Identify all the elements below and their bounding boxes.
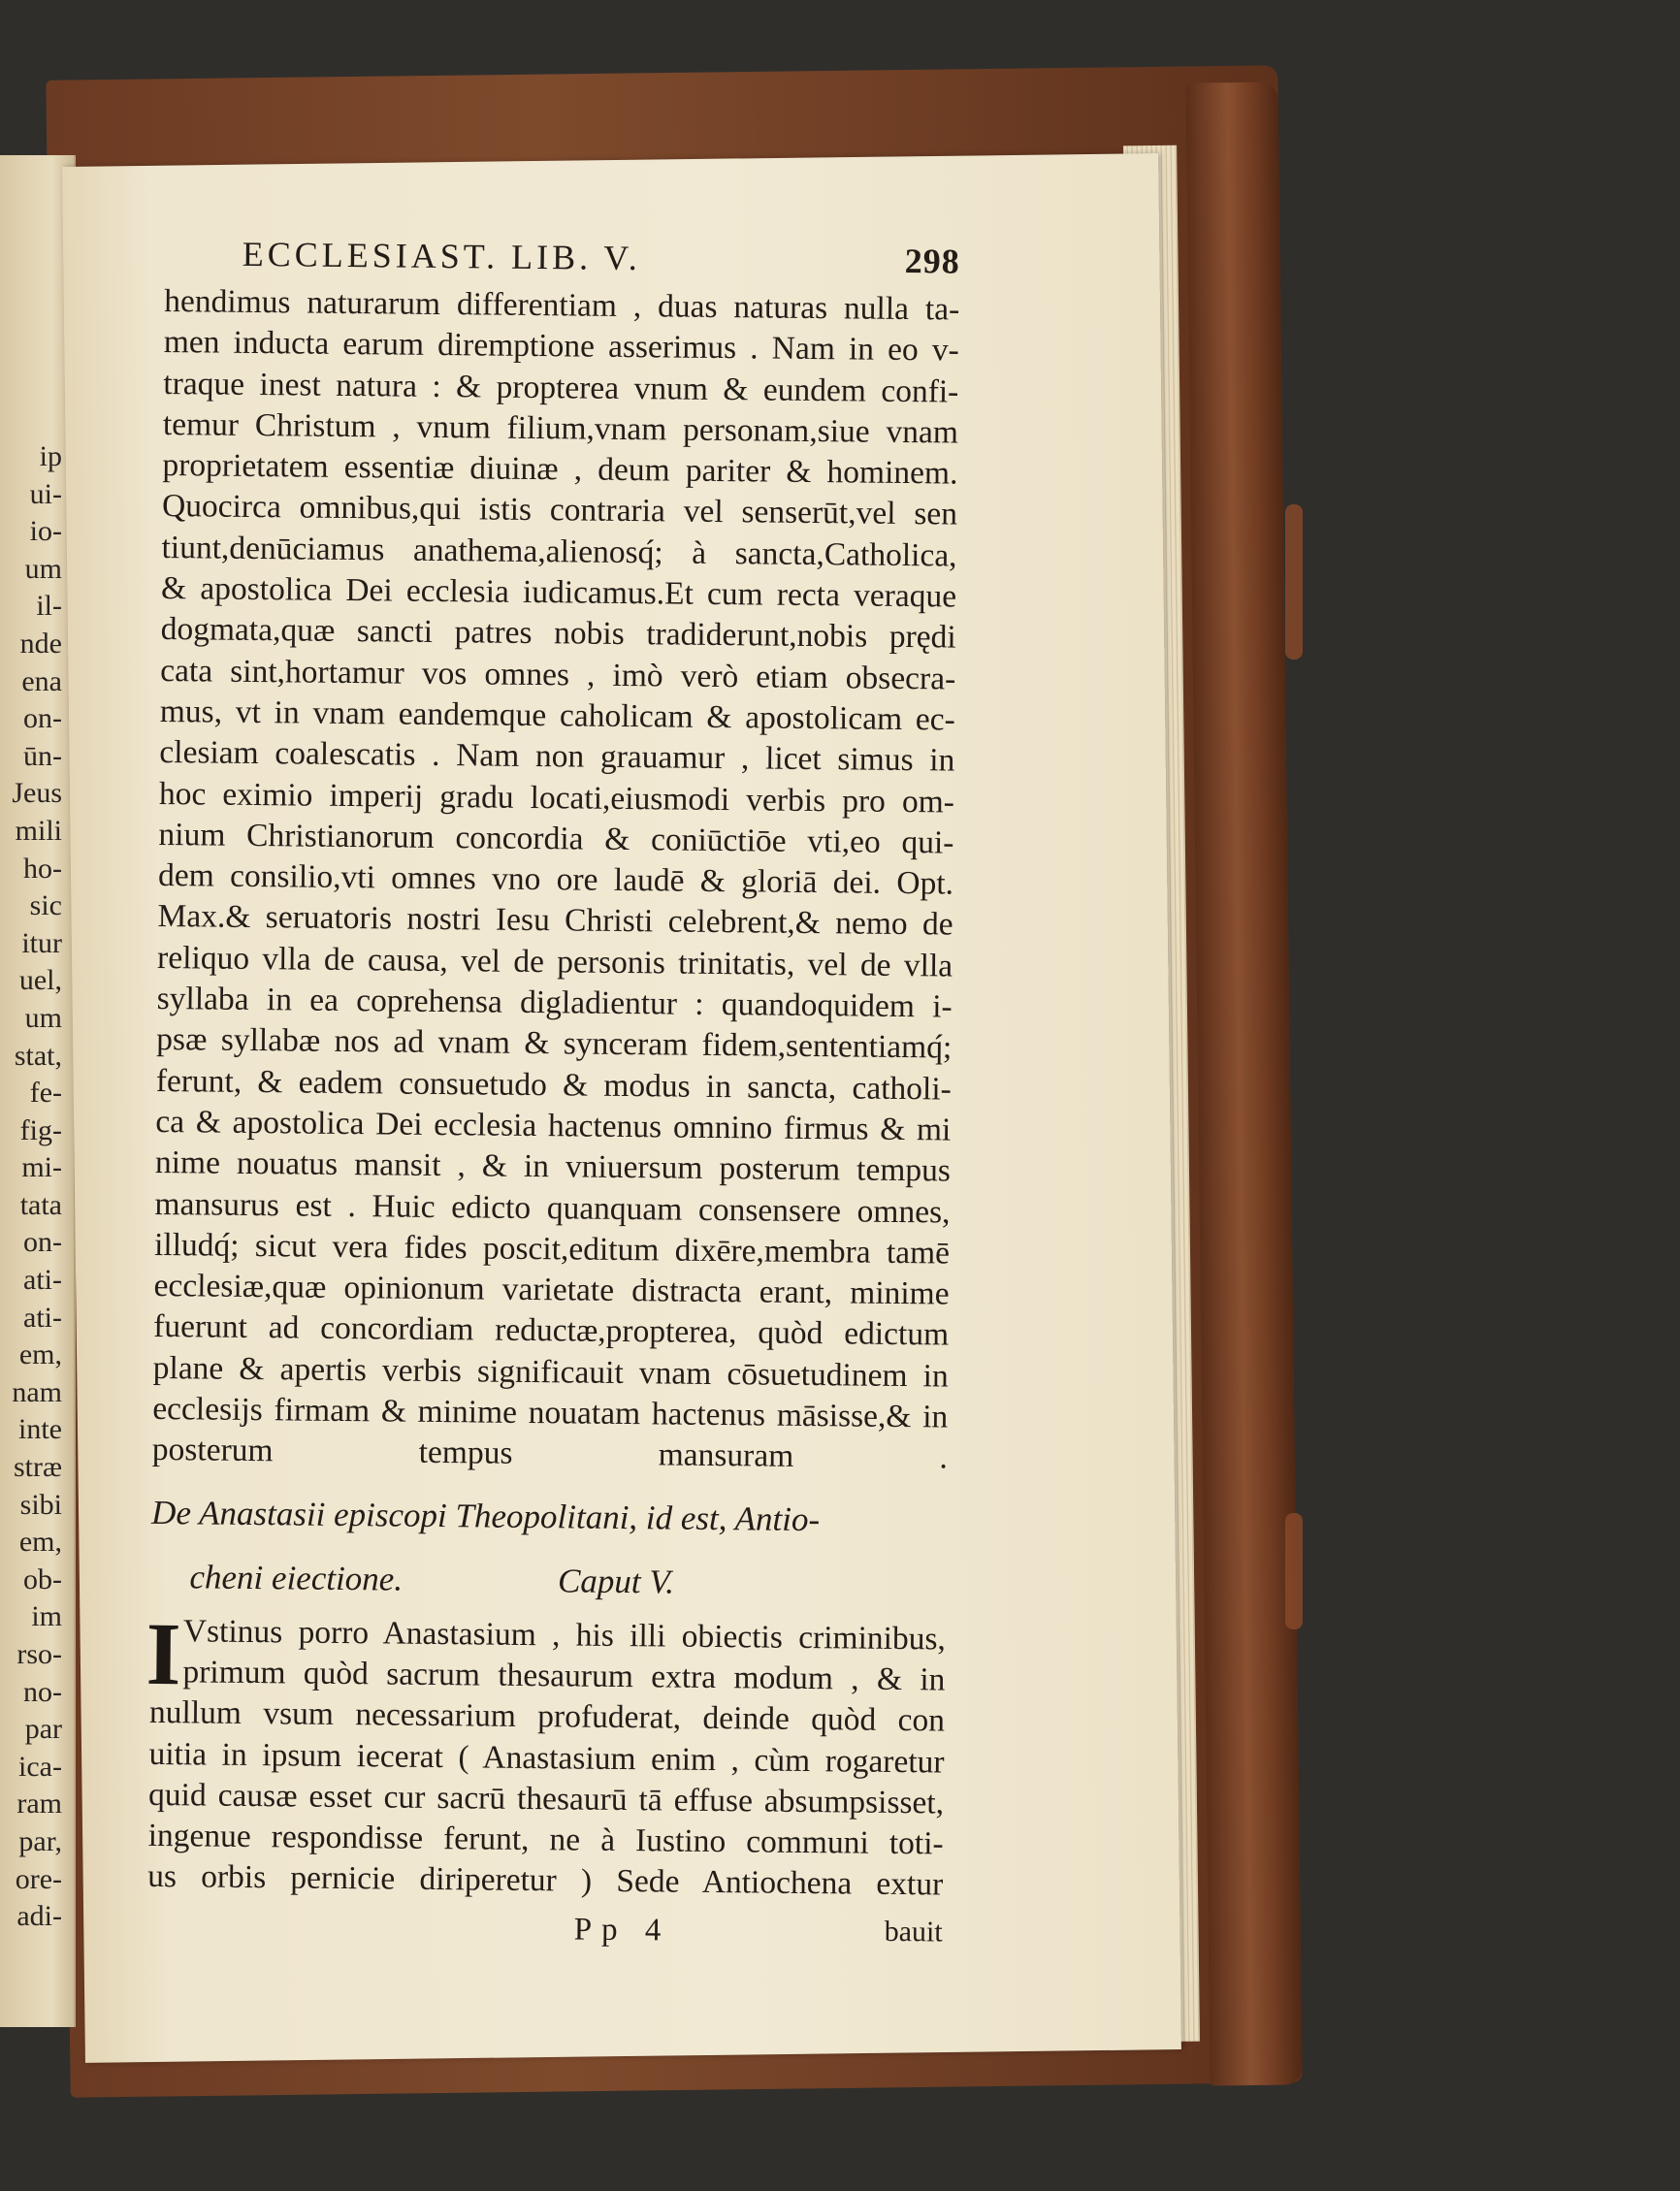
facing-margin-fragment: ore- [15, 1862, 62, 1895]
text-line: syllaba in ea coprehensa digladientur : quandoquidem i- [156, 981, 953, 1025]
text-line: fuerunt ad concordiam reductæ,propterea, quòd edictum [152, 1308, 950, 1353]
chapter-text-line: us orbis pernicie diriperetur ) Sede Antiochena extur [147, 1858, 944, 1903]
text-line: ferunt, & eadem consuetudo & modus in sancta, catholi- [155, 1062, 952, 1108]
facing-margin-fragment: stræ [13, 1451, 62, 1484]
text-line: cata sint,hortamur vos omnes , imò verò etiam obsecra- [160, 652, 956, 697]
facing-margin-fragment: rso- [16, 1638, 62, 1670]
text-line: mus, vt in vnam eandemque caholicam & apostolicam ec- [159, 693, 955, 738]
chapter-text-line: nullum vsum necessarium profuderat, deinde quòd con [148, 1694, 946, 1739]
facing-margin-fragment: sibi [19, 1488, 62, 1521]
chapter-text-line: primum quòd sacrum thesaurum extra modum , & in [182, 1654, 946, 1698]
facing-margin-fragment: itur [21, 926, 62, 959]
facing-margin-fragment: sic [29, 889, 62, 922]
facing-page-text [4, 438, 68, 1936]
facing-margin-fragment: ob- [23, 1563, 62, 1595]
page-footer [146, 1908, 942, 1959]
facing-margin-fragment: um [24, 1001, 62, 1034]
facing-margin-fragment: par, [18, 1824, 62, 1857]
text-line: mansurus est . Huic edicto quanquam consensere omnes, [154, 1185, 951, 1231]
text-block [146, 233, 959, 1958]
catchword: bauit [884, 1915, 943, 1949]
chapter-text-line: ingenue respondisse ferunt, ne à Iustino communi toti- [147, 1818, 944, 1862]
facing-margin-fragment: nde [19, 627, 62, 660]
facing-margin-fragment: ho- [23, 852, 62, 885]
text-line: reliquo vlla de causa, vel de personis trinitatis, vel de vlla [156, 939, 953, 984]
facing-margin-fragment: nam [12, 1375, 62, 1408]
facing-margin-fragment: ip [39, 440, 62, 472]
chapter-number: Caput V. [557, 1561, 675, 1601]
facing-page [0, 155, 76, 2027]
text-line: dogmata,quæ sancti patres nobis tradiderunt,nobis prędi [160, 611, 956, 656]
text-line: dem consilio,vti omnes vno ore laudē & gloriā dei. Opt. [157, 857, 954, 902]
text-line: Quocirca omnibus,qui istis contraria vel senserūt,vel sen [161, 488, 958, 533]
text-line: hoc eximio imperij gradu locati,eiusmodi verbis pro om- [158, 775, 955, 821]
facing-margin-fragment: mi- [21, 1151, 62, 1184]
facing-margin-fragment: fe- [29, 1077, 62, 1110]
chapter-text [145, 1603, 947, 1907]
text-line: ecclesiæ,quæ opinionum varietate distracta erant, minime [153, 1268, 950, 1312]
facing-margin-fragment: par [24, 1713, 62, 1746]
facing-margin-fragment: stat, [14, 1039, 62, 1072]
cover-wear-mark [1285, 504, 1303, 660]
facing-margin-fragment: ati- [23, 1264, 62, 1297]
cover-wear-mark [1285, 1513, 1303, 1629]
facing-margin-fragment: il- [36, 590, 62, 623]
facing-margin-fragment: mili [15, 814, 62, 847]
facing-margin-fragment: ram [16, 1788, 62, 1820]
facing-margin-fragment: inte [18, 1413, 62, 1446]
facing-margin-fragment: ica- [18, 1750, 62, 1783]
body-text [152, 281, 960, 1479]
facing-margin-fragment: io- [29, 515, 62, 548]
text-line: & apostolica Dei ecclesia iudicamus.Et cum recta veraque [160, 570, 957, 615]
chapter-text-line: Vstinus porro Anastasium , his illi obiectis criminibus, [182, 1612, 947, 1658]
text-line: proprietatem essentiæ diuinæ , deum pariter & hominem. [162, 447, 958, 492]
facing-margin-fragment: ena [21, 664, 62, 697]
folio-number: 298 [904, 241, 960, 281]
text-line: clesiam coalescatis . Nam non grauamur , licet simus in [159, 734, 955, 779]
text-line: Max.& seruatoris nostri Iesu Christi celebrent,& nemo de [157, 898, 953, 944]
text-line: plane & apertis verbis significauit vnam cōsuetudinem in [152, 1349, 949, 1395]
chapter-heading-title-end: cheni eiectione. [189, 1557, 404, 1598]
text-line: ecclesijs firmam & minime nouatam hactenus māsisse,& in [152, 1390, 949, 1435]
text-line: nium Christianorum concordia & coniūctiōe vti,eo qui- [158, 816, 954, 861]
facing-margin-fragment: adi- [16, 1900, 62, 1933]
chapter-heading: De Anastasii episcopi Theopolitani, id est, Antio- [150, 1493, 821, 1538]
facing-margin-fragment: on- [23, 702, 62, 735]
chapter-text-line: uitia in ipsum iecerat ( Anastasium enim , cùm rogaretur [148, 1735, 945, 1780]
text-line: traque inest natura : & propterea vnum & eundem confi- [163, 365, 959, 410]
text-line: temur Christum , vnum filium,vnam personam,siue vnam [162, 405, 959, 451]
text-line: posterum tempus mansuram . [151, 1432, 949, 1476]
text-line: tiunt,denūciamus anathema,alienosq́; à sancta,Catholica, [161, 529, 957, 574]
text-line: hendimus naturarum differentiam , duas naturas nulla ta- [164, 282, 960, 328]
running-title: ECCLESIAST. LIB. V. [242, 234, 642, 278]
facing-margin-fragment: on- [23, 1226, 62, 1259]
facing-margin-fragment: no- [23, 1675, 62, 1708]
facing-margin-fragment: fig- [19, 1113, 62, 1146]
facing-margin-fragment: em, [18, 1526, 62, 1559]
initial-letter: I [145, 1603, 182, 1703]
text-line: psæ syllabæ nos ad vnam & synceram fidem,sententiamq́; [156, 1021, 953, 1066]
facing-margin-fragment: tata [19, 1188, 62, 1221]
signature-mark: Pp 4 [573, 1912, 671, 1949]
facing-margin-fragment: uel, [18, 964, 62, 997]
text-line: ca & apostolica Dei ecclesia hactenus omnino firmus & mi [155, 1103, 952, 1148]
chapter-heading-line2 [150, 1555, 946, 1608]
facing-margin-fragment: ati- [23, 1301, 62, 1334]
facing-margin-fragment: um [24, 552, 62, 585]
chapter-text-line: quid causæ esset cur sacrū thesaurū tā effuse absumpsisset, [147, 1776, 945, 1821]
facing-margin-fragment: im [31, 1600, 62, 1633]
facing-margin-fragment: em, [18, 1338, 62, 1371]
text-line: men inducta earum diremptione asserimus . Nam in eo v- [163, 324, 959, 369]
facing-margin-fragment: ūn- [23, 739, 62, 772]
facing-margin-fragment: Jeus [12, 777, 62, 810]
text-line: illudq́; sicut vera fides poscit,editum dixēre,membra tamē [153, 1226, 951, 1272]
running-header [242, 234, 959, 290]
text-line: nime nouatus mansit , & in vniuersum posterum tempus [154, 1144, 952, 1189]
facing-margin-fragment: ui- [29, 477, 62, 510]
